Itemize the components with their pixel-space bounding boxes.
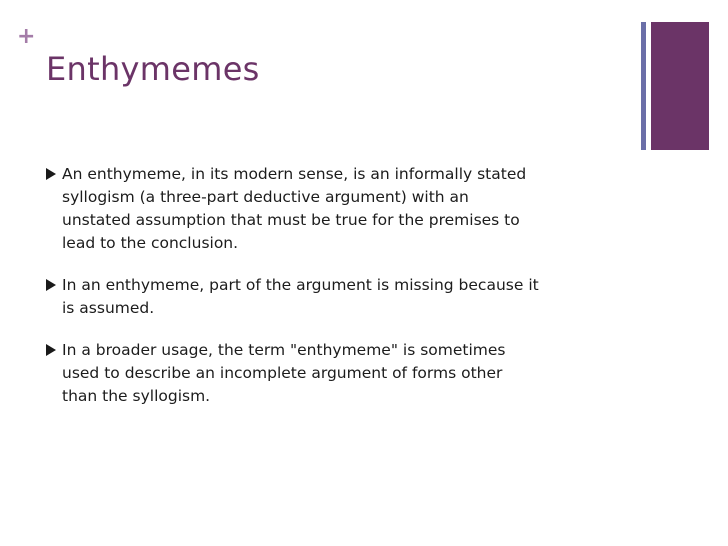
bullet-arrow-icon xyxy=(46,168,56,180)
bullet-item xyxy=(46,163,646,255)
bullet-item xyxy=(46,274,646,320)
bullet-text: In a broader usage, the term "enthymeme" is sometimes used to describe an incomplete argument of forms other than the syllogism. xyxy=(62,341,506,405)
bullet-arrow-icon xyxy=(46,279,56,291)
bullet-arrow-icon xyxy=(46,344,56,356)
bullet-text: An enthymeme, in its modern sense, is an informally stated syllogism (a three-part deductive argument) with an unstated assumption that must be true for the premises to lead to the conclusion. xyxy=(62,165,527,252)
decorative-thin-bar xyxy=(641,22,646,150)
bullet-list xyxy=(46,163,646,427)
slide-title: Enthymemes xyxy=(46,50,260,88)
bullet-text: In an enthymeme, part of the argument is missing because it is assumed. xyxy=(62,276,539,317)
decorative-thick-bar xyxy=(651,22,709,150)
plus-icon: + xyxy=(17,24,36,49)
bullet-item xyxy=(46,339,646,408)
